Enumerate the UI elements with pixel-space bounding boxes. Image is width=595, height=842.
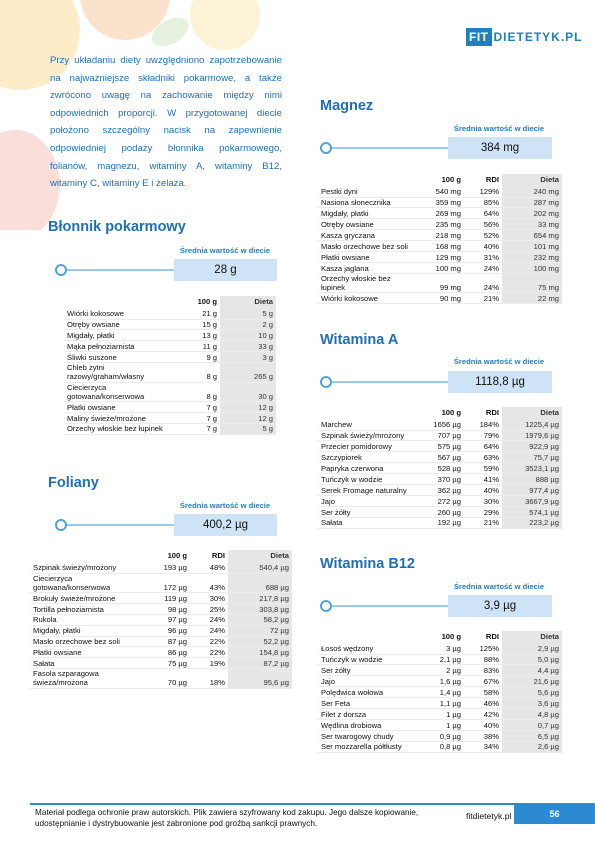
table-witb12 xyxy=(318,631,562,753)
diet-value: 922,9 µg xyxy=(502,441,562,452)
diet-value: 12 g xyxy=(220,401,276,412)
diet-value: 5 g xyxy=(220,423,276,434)
table-row xyxy=(64,308,276,319)
rdi-value: 64% xyxy=(464,441,502,452)
avg-slider-foliany xyxy=(55,514,277,536)
table-row xyxy=(64,330,276,341)
diet-value: 95,6 µg xyxy=(228,669,292,688)
per-100g-value: 1 µg xyxy=(418,709,464,720)
diet-value: 10 g xyxy=(220,330,276,341)
table-row xyxy=(318,474,562,485)
food-name: Masło orzechowe bez soli xyxy=(30,636,146,647)
avg-slider-witb12 xyxy=(320,595,552,617)
rdi-value: 34% xyxy=(464,741,502,752)
per-100g-value: 1,4 µg xyxy=(418,687,464,698)
slider-knob-icon xyxy=(320,376,332,388)
section-title-blonnik: Błonnik pokarmowy xyxy=(48,219,186,235)
table-row xyxy=(64,363,276,382)
table-row xyxy=(318,241,562,252)
section-title-wita: Witamina A xyxy=(320,332,399,348)
food-name: Polędwica wołowa xyxy=(318,687,418,698)
footer-copyright: Materiał podlega ochronie praw autorskich. Plik zawiera szyfrowany kod zakupu. Jego dalsze kopiowanie, udostępnianie i dystrybuowanie jest zabronione pod groźbą sankcji prawnych. xyxy=(35,808,419,828)
food-name: Brokuły świeże/mrożone xyxy=(30,593,146,604)
table-row xyxy=(318,741,562,752)
table-row xyxy=(318,186,562,197)
per-100g-value: 90 mg xyxy=(418,293,464,304)
avg-value-blonnik: 28 g xyxy=(174,259,277,281)
diet-value: 888 µg xyxy=(502,474,562,485)
rdi-value: 31% xyxy=(464,252,502,263)
food-name: Szpinak świeży/mrożony xyxy=(318,430,418,441)
table-row xyxy=(318,506,562,517)
per-100g-value: 362 µg xyxy=(418,485,464,496)
food-name: Szpinak świeży/mrożony xyxy=(30,562,146,573)
rdi-value: 24% xyxy=(190,625,228,636)
col-header-rdi: RDI xyxy=(485,408,499,417)
rdi-value: 19% xyxy=(190,658,228,669)
per-100g-value: 87 µg xyxy=(146,636,190,647)
per-100g-value: 528 µg xyxy=(418,463,464,474)
per-100g-value: 218 mg xyxy=(418,230,464,241)
table-row xyxy=(318,452,562,463)
rdi-value: 125% xyxy=(464,643,502,654)
food-name: Płatki owsiane xyxy=(318,252,418,263)
per-100g-value: 7 g xyxy=(168,423,220,434)
rdi-value: 43% xyxy=(190,573,228,592)
rdi-value: 52% xyxy=(464,230,502,241)
avg-value-foliany: 400,2 µg xyxy=(174,514,277,536)
table-row xyxy=(318,485,562,496)
table-wita xyxy=(318,407,562,529)
rdi-value: 59% xyxy=(464,463,502,474)
per-100g-value: 13 g xyxy=(168,330,220,341)
footer-site[interactable]: fitdietetyk.pl xyxy=(466,811,512,821)
avg-slider-magnez xyxy=(320,137,552,159)
food-name: Płatki owsiane xyxy=(64,401,168,412)
food-name: Ser mozzarella półtłusty xyxy=(318,741,418,752)
rdi-value: 184% xyxy=(464,419,502,430)
table-row xyxy=(318,709,562,720)
food-name: Marchew xyxy=(318,419,418,430)
slider-knob-icon xyxy=(320,142,332,154)
rdi-value: 63% xyxy=(464,452,502,463)
food-name: Serek Fromage naturalny xyxy=(318,485,418,496)
per-100g-value: 168 mg xyxy=(418,241,464,252)
food-name: Orzechy włoskie bez łupinek xyxy=(318,273,418,292)
col-header-rdi: RDI xyxy=(485,632,499,641)
diet-value: 287 mg xyxy=(502,197,562,208)
food-name: Migdały, płatki xyxy=(64,330,168,341)
food-name: Nasiona słonecznika xyxy=(318,197,418,208)
col-header-100g: 100 g xyxy=(441,632,461,641)
food-name: Szczypiorek xyxy=(318,452,418,463)
table-row xyxy=(30,636,292,647)
food-name: Kasza jaglana xyxy=(318,262,418,273)
table-row xyxy=(318,730,562,741)
diet-value: 2,6 µg xyxy=(502,741,562,752)
per-100g-value: 15 g xyxy=(168,319,220,330)
per-100g-value: 567 µg xyxy=(418,452,464,463)
food-name: Płatki owsiane xyxy=(30,647,146,658)
rdi-value: 40% xyxy=(464,485,502,496)
per-100g-value: 99 mg xyxy=(418,273,464,292)
per-100g-value: 8 g xyxy=(168,382,220,401)
avg-value-wita: 1118,8 µg xyxy=(448,371,552,393)
rdi-value: 30% xyxy=(464,495,502,506)
diet-value: 240 mg xyxy=(502,186,562,197)
food-name: Łosoś wędzony xyxy=(318,643,418,654)
diet-value: 232 mg xyxy=(502,252,562,263)
food-name: Chleb żytni razowy/graham/własny xyxy=(64,363,168,382)
rdi-value: 29% xyxy=(464,506,502,517)
per-100g-value: 86 µg xyxy=(146,647,190,658)
diet-value: 1979,6 µg xyxy=(502,430,562,441)
rdi-value: 67% xyxy=(464,676,502,687)
slider-knob-icon xyxy=(55,519,67,531)
table-row xyxy=(318,208,562,219)
per-100g-value: 359 mg xyxy=(418,197,464,208)
per-100g-value: 1,6 µg xyxy=(418,676,464,687)
per-100g-value: 0,8 µg xyxy=(418,741,464,752)
table-row xyxy=(318,495,562,506)
per-100g-value: 100 mg xyxy=(418,262,464,273)
per-100g-value: 269 mg xyxy=(418,208,464,219)
diet-value: 2 g xyxy=(220,319,276,330)
diet-value: 101 mg xyxy=(502,241,562,252)
per-100g-value: 707 µg xyxy=(418,430,464,441)
footer-divider xyxy=(30,803,595,805)
rdi-value: 40% xyxy=(464,719,502,730)
diet-value: 33 g xyxy=(220,341,276,352)
table-row xyxy=(318,262,562,273)
per-100g-value: 1 µg xyxy=(418,719,464,730)
fitdietetyk-logo xyxy=(466,26,583,48)
food-name: Otręby owsiane xyxy=(318,219,418,230)
per-100g-value: 370 µg xyxy=(418,474,464,485)
per-100g-value: 8 g xyxy=(168,363,220,382)
diet-value: 3667,9 µg xyxy=(502,495,562,506)
avg-label-wita: Średnia wartość w diecie xyxy=(453,357,545,366)
rdi-value: 83% xyxy=(464,665,502,676)
table-blonnik xyxy=(64,296,276,435)
per-100g-value: 2 µg xyxy=(418,665,464,676)
avg-label-foliany: Średnia wartość w diecie xyxy=(179,501,271,510)
diet-value: 6,5 µg xyxy=(502,730,562,741)
rdi-value: 25% xyxy=(190,603,228,614)
section-title-magnez: Magnez xyxy=(320,98,374,114)
diet-value: 303,8 µg xyxy=(228,603,292,614)
food-name: Tuńczyk w wodzie xyxy=(318,474,418,485)
diet-value: 22 mg xyxy=(502,293,562,304)
food-name: Ciecierzyca gotowana/konserwowa xyxy=(64,382,168,401)
table-row xyxy=(318,463,562,474)
food-name: Sałata xyxy=(318,517,418,528)
food-name: Kasza gryczana xyxy=(318,230,418,241)
rdi-value: 41% xyxy=(464,474,502,485)
table-row xyxy=(318,252,562,263)
table-row xyxy=(318,643,562,654)
food-name: Śliwki suszone xyxy=(64,352,168,363)
food-name: Migdały, płatki xyxy=(30,625,146,636)
rdi-value: 58% xyxy=(464,687,502,698)
intro-paragraph: Przy układaniu diety uwzględniono zapotrzebowanie na najważniejsze składniki pokarmowe, a także zwrócono uwagę na zachowanie między nimi odpowiednich proporcji. W przygotowanej diecie położono szczególny nacisk na zapewnienie odpowiedniej podaży błonnika pokarmowego, folianów, magnezu, witaminy A, witaminy B12, witaminy C, witaminy E i żelaza. xyxy=(50,55,282,190)
food-name: Ser żółty xyxy=(318,665,418,676)
logo-fit: FIT xyxy=(466,28,492,46)
per-100g-value: 96 µg xyxy=(146,625,190,636)
per-100g-value: 9 g xyxy=(168,352,220,363)
table-magnez xyxy=(318,174,562,304)
rdi-value: 40% xyxy=(464,241,502,252)
food-name: Sałata xyxy=(30,658,146,669)
col-header-100g: 100 g xyxy=(167,551,187,560)
avg-slider-blonnik xyxy=(55,259,277,281)
per-100g-value: 192 µg xyxy=(418,517,464,528)
table-foliany xyxy=(30,550,292,689)
diet-value: 265 g xyxy=(220,363,276,382)
food-name: Maliny świeże/mrożone xyxy=(64,412,168,423)
table-row xyxy=(318,687,562,698)
table-row xyxy=(64,423,276,434)
table-row xyxy=(64,352,276,363)
food-name: Filet z dorsza xyxy=(318,709,418,720)
diet-value: 4,4 µg xyxy=(502,665,562,676)
per-100g-value: 3 µg xyxy=(418,643,464,654)
col-header-100g: 100 g xyxy=(197,297,217,306)
table-row xyxy=(64,382,276,401)
per-100g-value: 70 µg xyxy=(146,669,190,688)
col-header-dieta: Dieta xyxy=(502,631,562,643)
avg-label-blonnik: Średnia wartość w diecie xyxy=(179,246,271,255)
food-name: Ser Feta xyxy=(318,698,418,709)
per-100g-value: 172 µg xyxy=(146,573,190,592)
per-100g-value: 235 mg xyxy=(418,219,464,230)
per-100g-value: 2,1 µg xyxy=(418,654,464,665)
table-row xyxy=(318,430,562,441)
diet-value: 87,2 µg xyxy=(228,658,292,669)
diet-value: 3,6 µg xyxy=(502,698,562,709)
rdi-value: 64% xyxy=(464,208,502,219)
table-row xyxy=(318,665,562,676)
per-100g-value: 97 µg xyxy=(146,614,190,625)
diet-value: 1225,4 µg xyxy=(502,419,562,430)
rdi-value: 48% xyxy=(190,562,228,573)
rdi-value: 56% xyxy=(464,219,502,230)
diet-value: 3523,1 µg xyxy=(502,463,562,474)
food-name: Otręby owsiane xyxy=(64,319,168,330)
rdi-value: 18% xyxy=(190,669,228,688)
table-row xyxy=(30,593,292,604)
table-row xyxy=(30,562,292,573)
food-name: Przecier pomidorowy xyxy=(318,441,418,452)
col-header-dieta: Dieta xyxy=(228,550,292,562)
per-100g-value: 129 mg xyxy=(418,252,464,263)
table-row xyxy=(318,676,562,687)
table-row xyxy=(30,573,292,592)
food-name: Mąka pełnoziarnista xyxy=(64,341,168,352)
col-header-dieta: Dieta xyxy=(220,296,276,308)
diet-value: 5 g xyxy=(220,308,276,319)
per-100g-value: 193 µg xyxy=(146,562,190,573)
table-row xyxy=(318,517,562,528)
table-row xyxy=(318,273,562,292)
diet-value: 100 mg xyxy=(502,262,562,273)
page-number: 56 xyxy=(514,803,595,824)
per-100g-value: 7 g xyxy=(168,401,220,412)
diet-value: 574,1 µg xyxy=(502,506,562,517)
diet-value: 5,0 µg xyxy=(502,654,562,665)
per-100g-value: 21 g xyxy=(168,308,220,319)
food-name: Masło orzechowe bez soli xyxy=(318,241,418,252)
diet-value: 4,8 µg xyxy=(502,709,562,720)
diet-value: 977,4 µg xyxy=(502,485,562,496)
rdi-value: 24% xyxy=(464,273,502,292)
section-title-witb12: Witamina B12 xyxy=(320,556,415,572)
food-name: Wędlina drobiowa xyxy=(318,719,418,730)
per-100g-value: 260 µg xyxy=(418,506,464,517)
per-100g-value: 11 g xyxy=(168,341,220,352)
per-100g-value: 0,9 µg xyxy=(418,730,464,741)
per-100g-value: 272 µg xyxy=(418,495,464,506)
table-row xyxy=(318,419,562,430)
diet-value: 5,6 µg xyxy=(502,687,562,698)
col-header-100g: 100 g xyxy=(441,408,461,417)
food-name: Tuńczyk w wodzie xyxy=(318,654,418,665)
avg-label-magnez: Średnia wartość w diecie xyxy=(453,124,545,133)
rdi-value: 38% xyxy=(464,730,502,741)
per-100g-value: 1656 µg xyxy=(418,419,464,430)
food-name: Migdały, płatki xyxy=(318,208,418,219)
rdi-value: 79% xyxy=(464,430,502,441)
food-name: Jajo xyxy=(318,676,418,687)
col-header-rdi: RDI xyxy=(485,175,499,184)
food-name: Pestki dyni xyxy=(318,186,418,197)
per-100g-value: 75 µg xyxy=(146,658,190,669)
diet-value: 223,2 µg xyxy=(502,517,562,528)
per-100g-value: 98 µg xyxy=(146,603,190,614)
diet-value: 12 g xyxy=(220,412,276,423)
rdi-value: 88% xyxy=(464,654,502,665)
col-header-rdi: RDI xyxy=(211,551,225,560)
section-title-foliany: Foliany xyxy=(48,475,99,491)
food-name: Orzechy włoskie bez łupinek xyxy=(64,423,168,434)
food-name: Tortilla pełnoziarnista xyxy=(30,603,146,614)
avg-value-witb12: 3,9 µg xyxy=(448,595,552,617)
rdi-value: 129% xyxy=(464,186,502,197)
col-header-dieta: Dieta xyxy=(502,407,562,419)
rdi-value: 46% xyxy=(464,698,502,709)
per-100g-value: 540 mg xyxy=(418,186,464,197)
diet-value: 540,4 µg xyxy=(228,562,292,573)
food-name: Papryka czerwona xyxy=(318,463,418,474)
rdi-value: 21% xyxy=(464,517,502,528)
food-name: Jajo xyxy=(318,495,418,506)
food-name: Wiórki kokosowe xyxy=(318,293,418,304)
table-row xyxy=(30,658,292,669)
diet-value: 654 mg xyxy=(502,230,562,241)
avg-slider-wita xyxy=(320,371,552,393)
table-row xyxy=(318,698,562,709)
table-row xyxy=(30,603,292,614)
table-row xyxy=(30,647,292,658)
diet-value: 21,6 µg xyxy=(502,676,562,687)
col-header-dieta: Dieta xyxy=(502,174,562,186)
diet-value: 2,9 µg xyxy=(502,643,562,654)
diet-value: 52,2 µg xyxy=(228,636,292,647)
rdi-value: 30% xyxy=(190,593,228,604)
diet-value: 202 mg xyxy=(502,208,562,219)
rdi-value: 22% xyxy=(190,647,228,658)
food-name: Ciecierzyca gotowana/konserwowa xyxy=(30,573,146,592)
diet-value: 3 g xyxy=(220,352,276,363)
slider-knob-icon xyxy=(55,264,67,276)
table-row xyxy=(318,293,562,304)
diet-value: 0,7 µg xyxy=(502,719,562,730)
col-header-100g: 100 g xyxy=(441,175,461,184)
diet-value: 217,8 µg xyxy=(228,593,292,604)
food-name: Rukola xyxy=(30,614,146,625)
table-row xyxy=(30,625,292,636)
per-100g-value: 7 g xyxy=(168,412,220,423)
per-100g-value: 575 µg xyxy=(418,441,464,452)
table-row xyxy=(64,341,276,352)
rdi-value: 42% xyxy=(464,709,502,720)
diet-value: 688 µg xyxy=(228,573,292,592)
per-100g-value: 119 µg xyxy=(146,593,190,604)
diet-value: 33 mg xyxy=(502,219,562,230)
diet-value: 154,8 µg xyxy=(228,647,292,658)
avg-value-magnez: 384 mg xyxy=(448,137,552,159)
logo-rest: DIETETYK.PL xyxy=(493,30,583,44)
food-name: Wiórki kokosowe xyxy=(64,308,168,319)
table-row xyxy=(318,197,562,208)
rdi-value: 85% xyxy=(464,197,502,208)
food-name: Ser twarogowy chudy xyxy=(318,730,418,741)
rdi-value: 22% xyxy=(190,636,228,647)
table-row xyxy=(30,669,292,688)
diet-value: 58,2 µg xyxy=(228,614,292,625)
table-row xyxy=(318,719,562,730)
table-row xyxy=(64,412,276,423)
table-row xyxy=(64,319,276,330)
food-name: Ser żółty xyxy=(318,506,418,517)
avg-label-witb12: Średnia wartość w diecie xyxy=(453,582,545,591)
diet-value: 30 g xyxy=(220,382,276,401)
per-100g-value: 1,1 µg xyxy=(418,698,464,709)
food-name: Fasola szparagowa świeża/mrożona xyxy=(30,669,146,688)
table-row xyxy=(318,219,562,230)
table-row xyxy=(64,401,276,412)
table-row xyxy=(318,230,562,241)
diet-value: 75 mg xyxy=(502,273,562,292)
table-row xyxy=(30,614,292,625)
diet-value: 75,7 µg xyxy=(502,452,562,463)
slider-knob-icon xyxy=(320,600,332,612)
table-row xyxy=(318,654,562,665)
rdi-value: 24% xyxy=(464,262,502,273)
diet-value: 72 µg xyxy=(228,625,292,636)
table-row xyxy=(318,441,562,452)
rdi-value: 21% xyxy=(464,293,502,304)
rdi-value: 24% xyxy=(190,614,228,625)
